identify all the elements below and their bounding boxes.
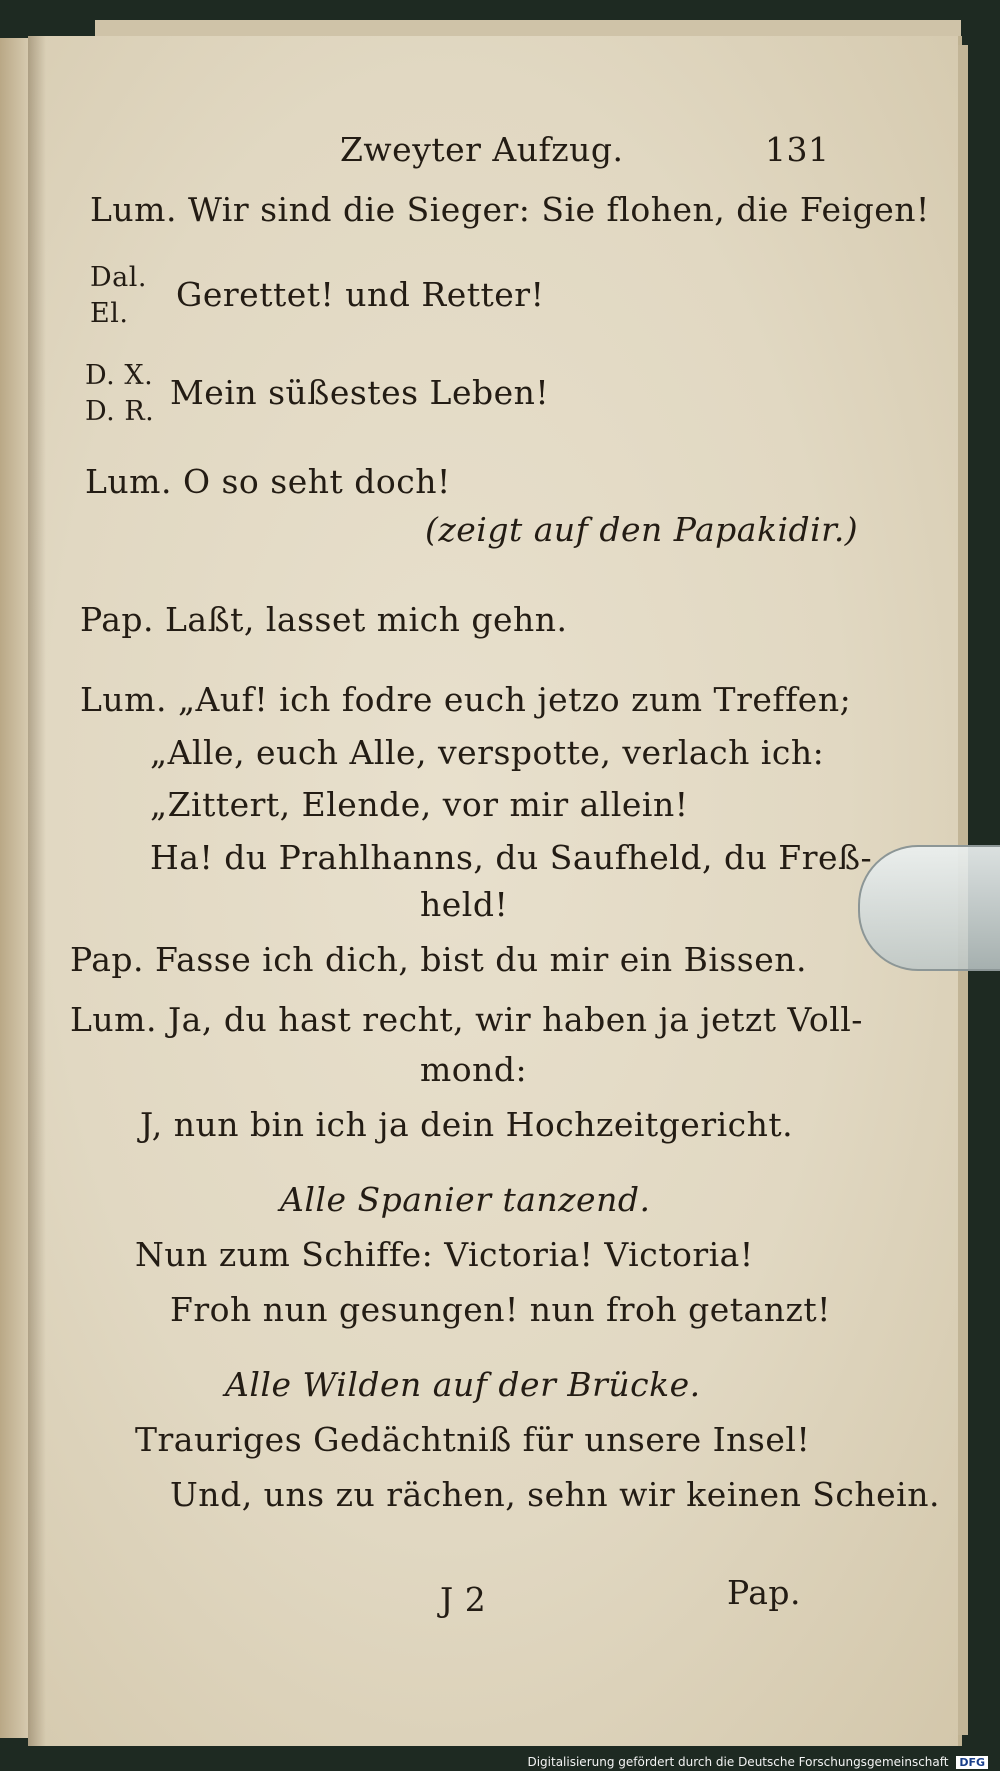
text-line: Pap. Laßt, lasset mich gehn. — [80, 600, 568, 639]
text-line: Gerettet! und Retter! — [176, 275, 545, 314]
footer-credit — [527, 1755, 988, 1769]
dfg-logo: DFG — [956, 1756, 988, 1769]
stage-direction: (zeigt auf den Papakidir.) — [425, 510, 859, 549]
page-gutter-shadow — [28, 36, 46, 1746]
left-page-edge — [0, 38, 30, 1738]
text-line: J, nun bin ich ja dein Hochzeitgericht. — [140, 1105, 794, 1144]
speaker-label: El. — [90, 298, 129, 329]
catchword: Pap. — [727, 1573, 802, 1612]
text-line: Lum. Wir sind die Sieger: Sie flohen, die Feigen! — [90, 190, 930, 229]
text-line: Lum. „Auf! ich fodre euch jetzo zum Treffen; — [80, 680, 852, 719]
stage-direction: Alle Wilden auf der Brücke. — [225, 1365, 701, 1404]
text-line: „Zittert, Elende, vor mir allein! — [150, 785, 689, 824]
page-clip — [858, 845, 1000, 971]
text-line: Und, uns zu rächen, sehn wir keinen Schein. — [170, 1475, 940, 1514]
speaker-label: Dal. — [90, 262, 147, 293]
speaker-label: D. X. — [85, 360, 154, 391]
text-line: mond: — [420, 1050, 528, 1089]
text-line: held! — [420, 885, 509, 924]
page-number: 131 — [765, 130, 830, 169]
text-line: Ha! du Prahlhanns, du Saufheld, du Freß- — [150, 838, 873, 877]
text-line: Lum. Ja, du hast recht, wir haben ja jetzt Voll- — [70, 1000, 863, 1039]
text-line: Lum. O so seht doch! — [85, 462, 451, 501]
text-line: Froh nun gesungen! nun froh getanzt! — [170, 1290, 831, 1329]
speaker-label: D. R. — [85, 396, 155, 427]
text-line: Nun zum Schiffe: Victoria! Victoria! — [135, 1235, 754, 1274]
footer-text: Digitalisierung gefördert durch die Deutsche Forschungsgemeinschaft — [527, 1755, 949, 1769]
text-line: Pap. Fasse ich dich, bist du mir ein Bissen. — [70, 940, 808, 979]
text-line: Trauriges Gedächtniß für unsere Insel! — [135, 1420, 811, 1459]
running-title: Zweyter Aufzug. — [340, 130, 624, 169]
signature-mark: J 2 — [440, 1580, 487, 1619]
stage-direction: Alle Spanier tanzend. — [280, 1180, 651, 1219]
text-line: Mein süßestes Leben! — [170, 373, 550, 412]
text-line: „Alle, euch Alle, verspotte, verlach ich: — [150, 733, 825, 772]
